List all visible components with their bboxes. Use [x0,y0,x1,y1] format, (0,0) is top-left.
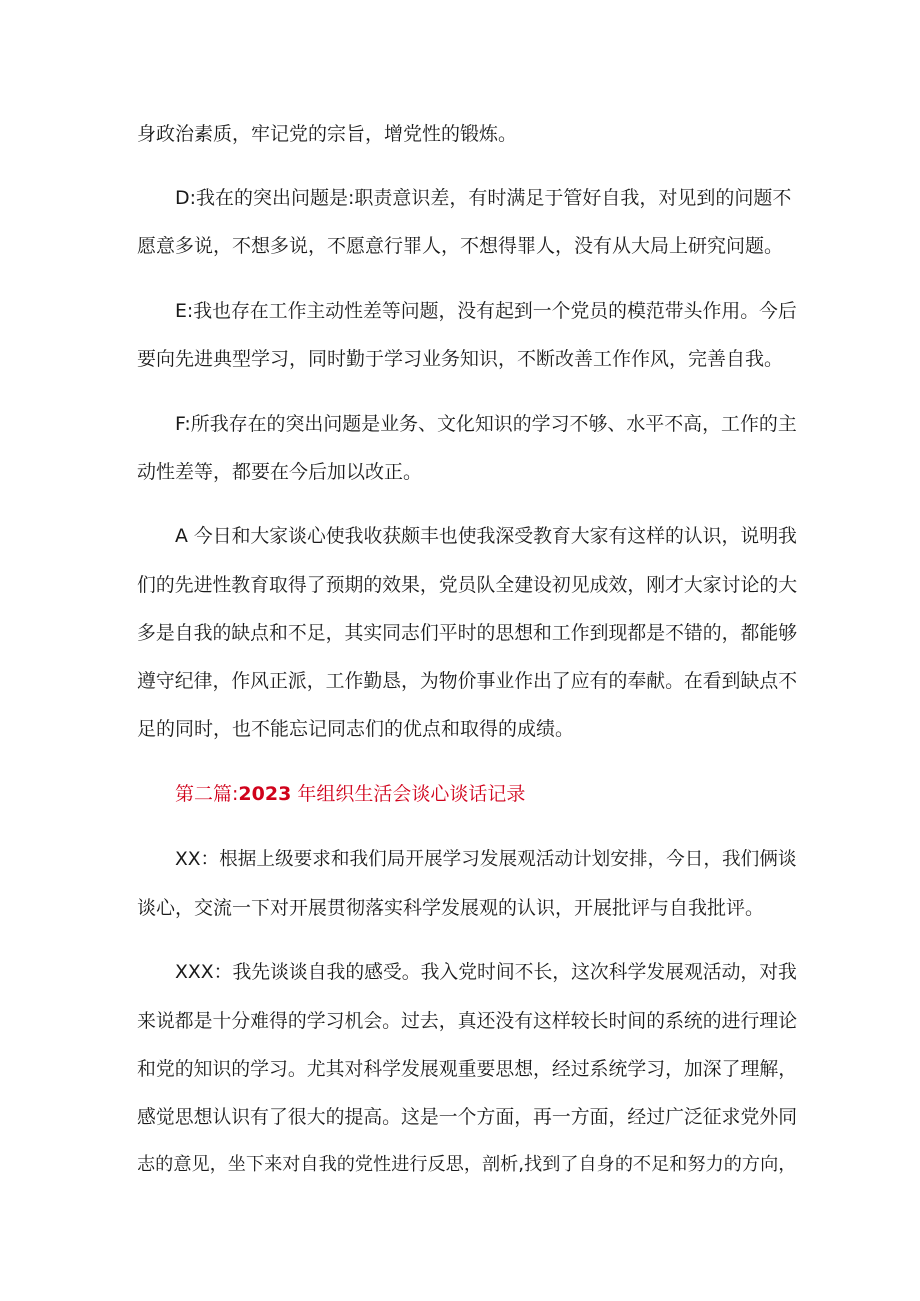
text-line: 感觉思想认识有了很大的提高。这是一个方面，再一方面，经过广泛征求党外同 [137,1106,798,1128]
paragraph-1 [137,110,797,158]
text-line: E:我也存在工作主动性差等问题，没有起到一个党员的模范带头作用。今后 [175,300,797,322]
paragraph-4 [137,400,797,496]
paragraph-5 [137,513,797,753]
text-line: D:我在的突出问题是:职责意识差，有时满足于管好自我，对见到的问题不 [175,187,792,209]
text-line: 和党的知识的学习。尤其对科学发展观重要思想，经过系统学习，加深了理解， [137,1058,798,1080]
text-line: 志的意见，坐下来对自我的党性进行反思，剖析,找到了自身的不足和努力的方向， [137,1154,797,1175]
paragraph-3 [137,287,797,383]
text-line: 来说都是十分难得的学习机会。过去，真还没有这样较长时间的系统的进行理论 [137,1010,798,1032]
text-line: A 今日和大家谈心使我收获颇丰也使我深受教育大家有这样的认识，说明我 [175,526,797,547]
text-line: 愿意多说，不想多说，不愿意行罪人，不想得罪人，没有从大局上研究问题。 [137,235,784,257]
text-line: 动性差等，都要在今后加以改正。 [137,461,423,483]
paragraph-6 [137,836,797,932]
text-line: 要向先进典型学习，同时勤于学习业务知识，不断改善工作作风，完善自我。 [137,348,784,370]
text-line: 们的先进性教育取得了预期的效果，党员队全建设初见成效，刚才大家讨论的大 [137,574,798,596]
text-line: F:所我存在的突出问题是业务、文化知识的学习不够、水平不高，工作的主 [175,413,797,435]
text-line: 遵守纪律，作风正派，工作勤恳，为物价事业作出了应有的奉献。在看到缺点不 [137,670,798,692]
heading-year: 2023 [238,783,292,805]
text-line: XX：根据上级要求和我们局开展学习发展观活动计划安排，今日，我们俩谈 [175,849,797,870]
text-line: 身政治素质，牢记党的宗旨，增党性的锻炼。 [137,123,518,145]
heading-prefix: 第二篇: [175,783,239,805]
text-line: XXX：我先谈谈自我的感受。我入党时间不长，这次科学发展观活动，对我 [175,962,797,983]
section-heading [175,770,795,818]
text-line: 足的同时，也不能忘记同志们的优点和取得的成绩。 [137,718,575,740]
text-line: 谈心，交流一下对开展贯彻落实科学发展观的认识，开展批评与自我批评。 [137,897,765,919]
heading-suffix: 年组织生活会谈心谈话记录 [291,783,526,805]
paragraph-7 [137,949,797,1189]
paragraph-2 [137,174,797,270]
text-line: 多是自我的缺点和不足，其实同志们平时的思想和工作到现都是不错的，都能够 [137,622,798,644]
